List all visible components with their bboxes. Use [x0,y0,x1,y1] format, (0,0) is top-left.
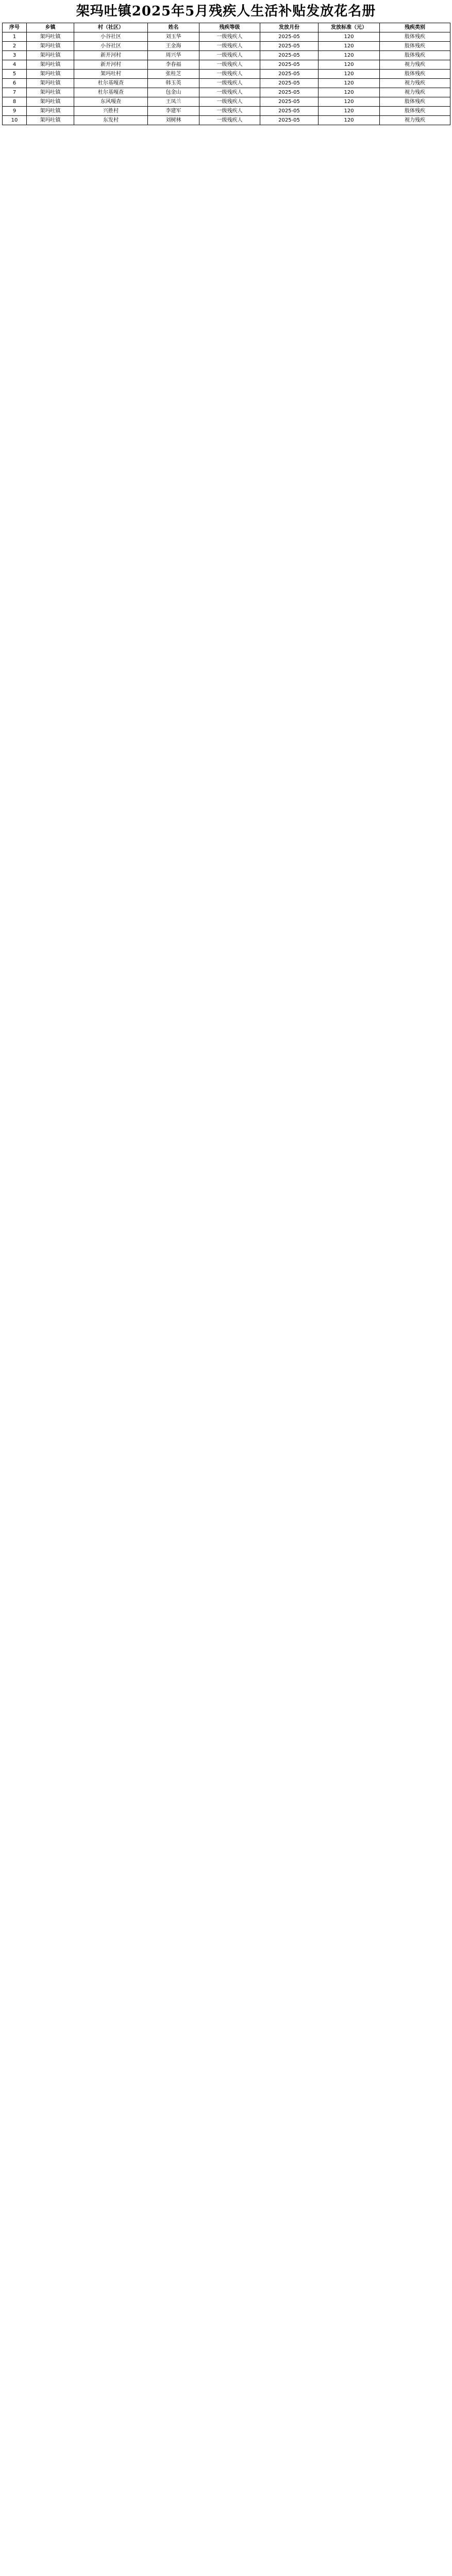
cell-disability-type: 视力残疾 [380,79,450,88]
cell-month: 2025-05 [260,79,319,88]
cell-index: 2 [3,42,27,51]
table-row [3,116,450,125]
table-row [3,107,450,116]
cell-name: 周兴华 [148,51,199,60]
cell-disability-level: 一级残疾人 [199,60,260,70]
cell-name: 刘玉华 [148,32,199,42]
header-name: 姓名 [148,23,199,32]
cell-village: 小谷社区 [74,42,148,51]
cell-disability-type: 肢体残疾 [380,51,450,60]
header-disability-type: 残疾类别 [380,23,450,32]
table-body [3,32,450,125]
cell-disability-type: 肢体残疾 [380,42,450,51]
cell-town: 架玛吐镇 [27,70,74,79]
cell-village: 新开河村 [74,60,148,70]
cell-index: 7 [3,88,27,97]
cell-name: 刘树林 [148,116,199,125]
cell-disability-type: 视力残疾 [380,88,450,97]
cell-village: 兴胜村 [74,107,148,116]
cell-month: 2025-05 [260,70,319,79]
cell-disability-type: 肢体残疾 [380,107,450,116]
cell-disability-type: 视力残疾 [380,116,450,125]
cell-amount: 120 [319,79,380,88]
table-header-row [3,23,450,32]
cell-amount: 120 [319,116,380,125]
table-row [3,51,450,60]
cell-disability-type: 肢体残疾 [380,70,450,79]
cell-disability-level: 一级残疾人 [199,107,260,116]
header-disability-level: 残疾等级 [199,23,260,32]
cell-name: 李建军 [148,107,199,116]
cell-village: 东风嘎查 [74,97,148,107]
cell-name: 王凤兰 [148,97,199,107]
document-title: 架玛吐镇2025年5月残疾人生活补贴发放花名册 [76,4,376,19]
cell-index: 3 [3,51,27,60]
cell-disability-level: 一级残疾人 [199,32,260,42]
cell-village: 小谷社区 [74,32,148,42]
cell-amount: 120 [319,32,380,42]
cell-amount: 120 [319,70,380,79]
table-row [3,70,450,79]
cell-name: 张桂芝 [148,70,199,79]
cell-disability-type: 肢体残疾 [380,97,450,107]
cell-index: 8 [3,97,27,107]
header-village: 村（社区） [74,23,148,32]
cell-village: 架玛吐村 [74,70,148,79]
table-row [3,32,450,42]
cell-amount: 120 [319,107,380,116]
header-amount: 发放标准（元） [319,23,380,32]
table-row [3,60,450,70]
cell-disability-type: 肢体残疾 [380,32,450,42]
cell-amount: 120 [319,42,380,51]
cell-name: 包金山 [148,88,199,97]
cell-index: 5 [3,70,27,79]
cell-town: 架玛吐镇 [27,97,74,107]
cell-month: 2025-05 [260,42,319,51]
cell-town: 架玛吐镇 [27,116,74,125]
cell-amount: 120 [319,88,380,97]
cell-amount: 120 [319,60,380,70]
cell-index: 1 [3,32,27,42]
cell-month: 2025-05 [260,88,319,97]
header-town: 乡镇 [27,23,74,32]
cell-disability-level: 一级残疾人 [199,79,260,88]
cell-index: 4 [3,60,27,70]
table-row [3,42,450,51]
cell-amount: 120 [319,51,380,60]
table-row [3,79,450,88]
cell-disability-type: 视力残疾 [380,60,450,70]
cell-name: 王金海 [148,42,199,51]
cell-name: 李春福 [148,60,199,70]
subsidy-roster-table [2,23,450,125]
cell-month: 2025-05 [260,97,319,107]
cell-month: 2025-05 [260,107,319,116]
cell-town: 架玛吐镇 [27,42,74,51]
cell-village: 杜尔基嘎查 [74,79,148,88]
cell-index: 6 [3,79,27,88]
cell-disability-level: 一级残疾人 [199,116,260,125]
table-row [3,97,450,107]
cell-disability-level: 一级残疾人 [199,42,260,51]
cell-disability-level: 一级残疾人 [199,51,260,60]
cell-month: 2025-05 [260,116,319,125]
cell-town: 架玛吐镇 [27,88,74,97]
cell-amount: 120 [319,97,380,107]
cell-town: 架玛吐镇 [27,51,74,60]
cell-month: 2025-05 [260,32,319,42]
cell-disability-level: 一级残疾人 [199,88,260,97]
cell-village: 新开河村 [74,51,148,60]
table-row [3,88,450,97]
cell-town: 架玛吐镇 [27,79,74,88]
cell-month: 2025-05 [260,60,319,70]
cell-village: 杜尔基嘎查 [74,88,148,97]
cell-index: 10 [3,116,27,125]
cell-disability-level: 一级残疾人 [199,70,260,79]
cell-name: 韩玉英 [148,79,199,88]
roster-page [0,0,452,125]
cell-disability-level: 一级残疾人 [199,97,260,107]
cell-village: 东发村 [74,116,148,125]
cell-town: 架玛吐镇 [27,32,74,42]
cell-index: 9 [3,107,27,116]
cell-month: 2025-05 [260,51,319,60]
header-index: 序号 [3,23,27,32]
cell-town: 架玛吐镇 [27,60,74,70]
cell-town: 架玛吐镇 [27,107,74,116]
header-month: 发放月份 [260,23,319,32]
